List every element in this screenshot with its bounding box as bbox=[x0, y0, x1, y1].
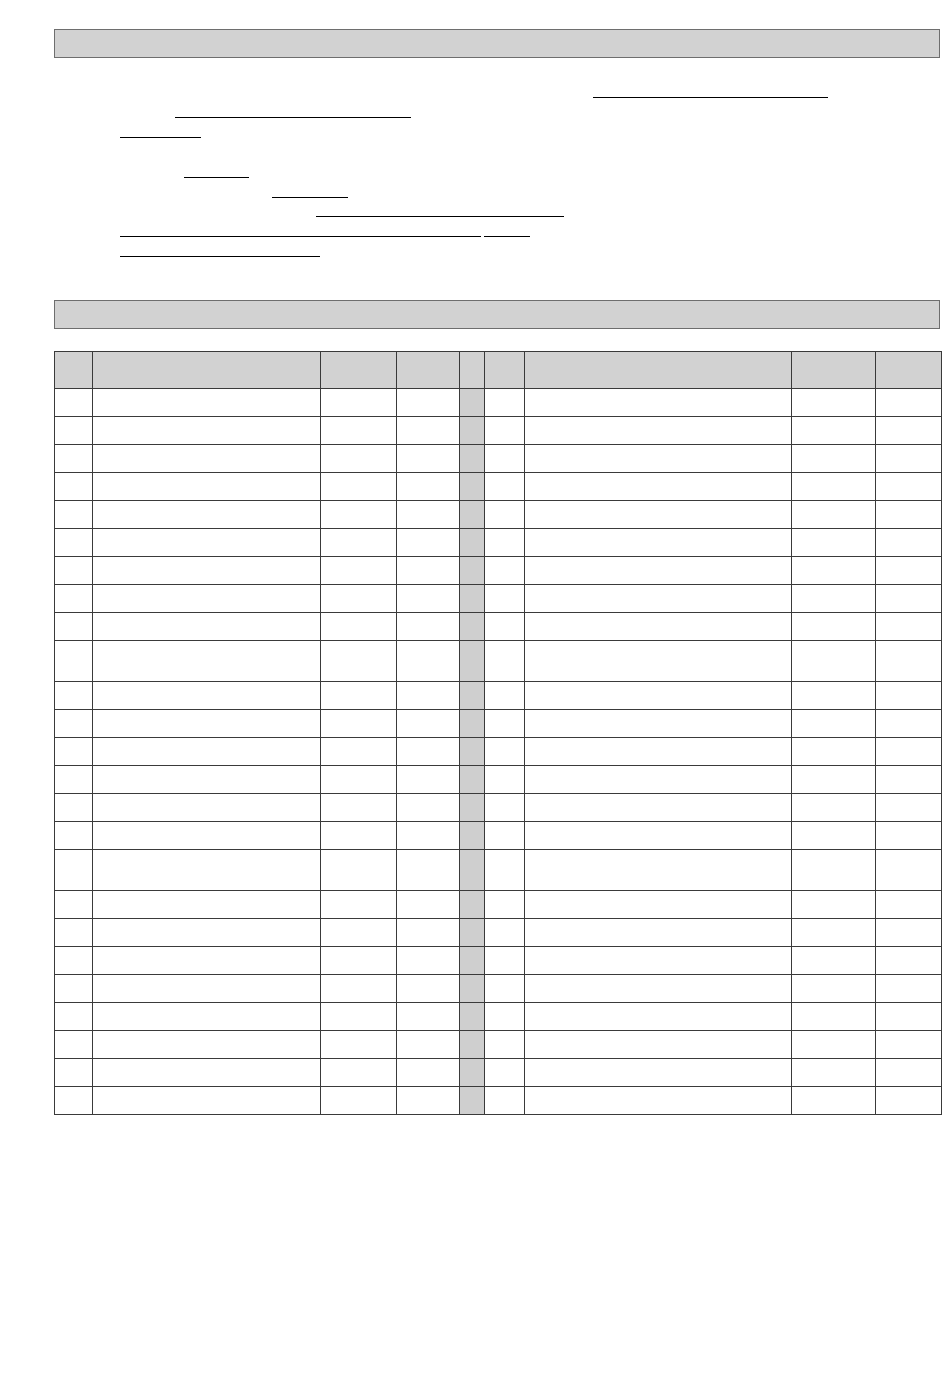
table-cell[interactable] bbox=[55, 1003, 93, 1031]
table-cell[interactable] bbox=[792, 738, 876, 766]
table-cell[interactable] bbox=[876, 417, 942, 445]
separator-cell bbox=[460, 1003, 485, 1031]
table-cell[interactable] bbox=[792, 947, 876, 975]
table-cell[interactable] bbox=[321, 919, 397, 947]
table-row bbox=[55, 919, 942, 947]
table-cell[interactable] bbox=[485, 501, 525, 529]
table-row bbox=[55, 501, 942, 529]
table-cell[interactable] bbox=[792, 1003, 876, 1031]
table-cell[interactable] bbox=[397, 501, 460, 529]
table-cell[interactable] bbox=[485, 794, 525, 822]
table-cell[interactable] bbox=[485, 417, 525, 445]
table-cell[interactable] bbox=[55, 766, 93, 794]
table-cell[interactable] bbox=[525, 613, 792, 641]
separator-cell bbox=[460, 682, 485, 710]
table-cell[interactable] bbox=[397, 794, 460, 822]
table-cell[interactable] bbox=[792, 1031, 876, 1059]
form-line[interactable] bbox=[184, 177, 249, 178]
table-cell[interactable] bbox=[397, 417, 460, 445]
form-line[interactable] bbox=[175, 117, 411, 118]
data-table bbox=[54, 351, 942, 1115]
table-cell[interactable] bbox=[93, 682, 321, 710]
table-cell[interactable] bbox=[93, 794, 321, 822]
separator-cell bbox=[460, 710, 485, 738]
table-row bbox=[55, 1003, 942, 1031]
table-row bbox=[55, 947, 942, 975]
table-cell[interactable] bbox=[55, 738, 93, 766]
table-cell[interactable] bbox=[792, 822, 876, 850]
table-cell[interactable] bbox=[93, 1087, 321, 1115]
table-cell[interactable] bbox=[93, 585, 321, 613]
header-cell bbox=[792, 352, 876, 389]
table-cell[interactable] bbox=[55, 1087, 93, 1115]
table-cell[interactable] bbox=[876, 1087, 942, 1115]
table-cell[interactable] bbox=[792, 794, 876, 822]
separator-cell bbox=[460, 389, 485, 417]
table-cell[interactable] bbox=[321, 389, 397, 417]
table-cell[interactable] bbox=[93, 738, 321, 766]
table-cell[interactable] bbox=[397, 766, 460, 794]
table-row bbox=[55, 1059, 942, 1087]
table-cell[interactable] bbox=[792, 417, 876, 445]
table-cell[interactable] bbox=[485, 682, 525, 710]
table-cell[interactable] bbox=[485, 557, 525, 585]
table-cell[interactable] bbox=[525, 919, 792, 947]
section-header-1 bbox=[54, 29, 940, 58]
table-cell[interactable] bbox=[321, 1059, 397, 1087]
table-cell[interactable] bbox=[485, 766, 525, 794]
separator-cell bbox=[460, 850, 485, 891]
table-cell[interactable] bbox=[792, 1059, 876, 1087]
table-cell[interactable] bbox=[485, 389, 525, 417]
table-cell[interactable] bbox=[55, 710, 93, 738]
table-cell[interactable] bbox=[792, 919, 876, 947]
table-cell[interactable] bbox=[93, 613, 321, 641]
table-cell[interactable] bbox=[93, 1031, 321, 1059]
table-cell[interactable] bbox=[525, 1059, 792, 1087]
table-cell[interactable] bbox=[55, 557, 93, 585]
header-cell bbox=[321, 352, 397, 389]
table-cell[interactable] bbox=[55, 473, 93, 501]
table-cell[interactable] bbox=[525, 557, 792, 585]
table-cell[interactable] bbox=[525, 389, 792, 417]
table-cell[interactable] bbox=[485, 585, 525, 613]
table-cell[interactable] bbox=[792, 473, 876, 501]
table-cell[interactable] bbox=[525, 1003, 792, 1031]
table-cell[interactable] bbox=[55, 682, 93, 710]
table-cell[interactable] bbox=[397, 613, 460, 641]
table-row bbox=[55, 682, 942, 710]
table-cell[interactable] bbox=[321, 417, 397, 445]
table-cell[interactable] bbox=[397, 641, 460, 682]
table-cell[interactable] bbox=[876, 891, 942, 919]
table-row bbox=[55, 1087, 942, 1115]
header-cell bbox=[525, 352, 792, 389]
table-row bbox=[55, 445, 942, 473]
table-cell[interactable] bbox=[321, 1031, 397, 1059]
table-cell[interactable] bbox=[321, 1003, 397, 1031]
table-cell[interactable] bbox=[485, 473, 525, 501]
table-cell[interactable] bbox=[93, 1059, 321, 1087]
table-row bbox=[55, 766, 942, 794]
table-cell[interactable] bbox=[93, 850, 321, 891]
header-cell bbox=[55, 352, 93, 389]
separator-cell bbox=[460, 501, 485, 529]
table-cell[interactable] bbox=[55, 975, 93, 1003]
table-cell[interactable] bbox=[321, 891, 397, 919]
table-cell[interactable] bbox=[485, 710, 525, 738]
header-cell bbox=[397, 352, 460, 389]
table-cell[interactable] bbox=[525, 738, 792, 766]
table-cell[interactable] bbox=[876, 766, 942, 794]
table-cell[interactable] bbox=[93, 822, 321, 850]
table-cell[interactable] bbox=[55, 417, 93, 445]
table-cell[interactable] bbox=[321, 585, 397, 613]
table-cell[interactable] bbox=[525, 473, 792, 501]
table-cell[interactable] bbox=[397, 1059, 460, 1087]
table-cell[interactable] bbox=[321, 710, 397, 738]
table-cell[interactable] bbox=[525, 501, 792, 529]
table-row bbox=[55, 738, 942, 766]
table-row bbox=[55, 389, 942, 417]
table-cell[interactable] bbox=[525, 445, 792, 473]
separator-cell bbox=[460, 1031, 485, 1059]
table-cell[interactable] bbox=[485, 1059, 525, 1087]
table-cell[interactable] bbox=[876, 641, 942, 682]
table-cell[interactable] bbox=[485, 891, 525, 919]
table-cell[interactable] bbox=[876, 1031, 942, 1059]
table-cell[interactable] bbox=[397, 947, 460, 975]
table-cell[interactable] bbox=[792, 557, 876, 585]
table-cell[interactable] bbox=[321, 473, 397, 501]
table-row bbox=[55, 473, 942, 501]
table-cell[interactable] bbox=[525, 975, 792, 1003]
table-cell[interactable] bbox=[792, 710, 876, 738]
table-cell[interactable] bbox=[93, 947, 321, 975]
table-cell[interactable] bbox=[55, 613, 93, 641]
table-cell[interactable] bbox=[525, 585, 792, 613]
separator-cell bbox=[460, 766, 485, 794]
section-header-2 bbox=[54, 300, 940, 329]
table-row bbox=[55, 417, 942, 445]
table-cell[interactable] bbox=[485, 613, 525, 641]
table-cell[interactable] bbox=[93, 445, 321, 473]
table-cell[interactable] bbox=[397, 473, 460, 501]
table-cell[interactable] bbox=[397, 822, 460, 850]
separator-cell bbox=[460, 1059, 485, 1087]
table-cell[interactable] bbox=[321, 738, 397, 766]
table-cell[interactable] bbox=[55, 445, 93, 473]
table-cell[interactable] bbox=[55, 641, 93, 682]
form-line[interactable] bbox=[316, 216, 564, 217]
table-cell[interactable] bbox=[485, 529, 525, 557]
table-cell[interactable] bbox=[792, 1087, 876, 1115]
table-row bbox=[55, 585, 942, 613]
table-cell[interactable] bbox=[321, 822, 397, 850]
form-line[interactable] bbox=[272, 197, 348, 198]
separator-cell bbox=[460, 585, 485, 613]
table-cell[interactable] bbox=[485, 641, 525, 682]
table-row bbox=[55, 794, 942, 822]
table-row bbox=[55, 613, 942, 641]
table-cell[interactable] bbox=[792, 529, 876, 557]
table-cell[interactable] bbox=[525, 822, 792, 850]
table-cell[interactable] bbox=[55, 891, 93, 919]
separator-cell bbox=[460, 975, 485, 1003]
table-cell[interactable] bbox=[792, 585, 876, 613]
header-cell bbox=[485, 352, 525, 389]
table-cell[interactable] bbox=[876, 919, 942, 947]
separator-cell bbox=[460, 947, 485, 975]
separator-cell bbox=[460, 529, 485, 557]
separator-cell bbox=[460, 919, 485, 947]
table-cell[interactable] bbox=[321, 766, 397, 794]
table-cell[interactable] bbox=[525, 417, 792, 445]
table-cell[interactable] bbox=[93, 766, 321, 794]
table-cell[interactable] bbox=[485, 445, 525, 473]
table-cell[interactable] bbox=[876, 501, 942, 529]
table-cell[interactable] bbox=[485, 947, 525, 975]
table-row bbox=[55, 975, 942, 1003]
table-cell[interactable] bbox=[876, 389, 942, 417]
table-cell[interactable] bbox=[397, 975, 460, 1003]
table-cell[interactable] bbox=[93, 641, 321, 682]
table-row bbox=[55, 822, 942, 850]
table-cell[interactable] bbox=[55, 1031, 93, 1059]
separator-cell bbox=[460, 822, 485, 850]
table-cell[interactable] bbox=[397, 585, 460, 613]
table-cell[interactable] bbox=[876, 975, 942, 1003]
table-cell[interactable] bbox=[792, 682, 876, 710]
table-cell[interactable] bbox=[792, 850, 876, 891]
table-cell[interactable] bbox=[397, 738, 460, 766]
table-cell[interactable] bbox=[321, 613, 397, 641]
table-cell[interactable] bbox=[876, 850, 942, 891]
separator-cell bbox=[460, 613, 485, 641]
table-cell[interactable] bbox=[93, 473, 321, 501]
form-line[interactable] bbox=[593, 97, 828, 98]
table-row bbox=[55, 1031, 942, 1059]
separator-cell bbox=[460, 794, 485, 822]
table-cell[interactable] bbox=[876, 473, 942, 501]
table-cell[interactable] bbox=[876, 585, 942, 613]
table-cell[interactable] bbox=[792, 613, 876, 641]
separator-column bbox=[460, 352, 485, 389]
table-cell[interactable] bbox=[525, 850, 792, 891]
table-cell[interactable] bbox=[485, 738, 525, 766]
table-cell[interactable] bbox=[93, 1003, 321, 1031]
table-cell[interactable] bbox=[397, 891, 460, 919]
table-cell[interactable] bbox=[876, 710, 942, 738]
table-cell[interactable] bbox=[55, 1059, 93, 1087]
table-cell[interactable] bbox=[876, 738, 942, 766]
table-cell[interactable] bbox=[525, 641, 792, 682]
table-cell[interactable] bbox=[397, 529, 460, 557]
table-cell[interactable] bbox=[93, 891, 321, 919]
table-cell[interactable] bbox=[397, 445, 460, 473]
table-cell[interactable] bbox=[792, 501, 876, 529]
table-cell[interactable] bbox=[525, 766, 792, 794]
table-cell[interactable] bbox=[876, 613, 942, 641]
table-cell[interactable] bbox=[55, 822, 93, 850]
table-cell[interactable] bbox=[792, 641, 876, 682]
table-cell[interactable] bbox=[876, 682, 942, 710]
table-header-row bbox=[55, 352, 942, 389]
table-cell[interactable] bbox=[93, 557, 321, 585]
table-cell[interactable] bbox=[876, 947, 942, 975]
table-cell[interactable] bbox=[792, 445, 876, 473]
table-cell[interactable] bbox=[792, 975, 876, 1003]
separator-cell bbox=[460, 445, 485, 473]
table-row bbox=[55, 850, 942, 891]
table-cell[interactable] bbox=[525, 682, 792, 710]
table-row bbox=[55, 710, 942, 738]
separator-cell bbox=[460, 891, 485, 919]
table-cell[interactable] bbox=[397, 1087, 460, 1115]
table-cell[interactable] bbox=[485, 850, 525, 891]
table-row bbox=[55, 891, 942, 919]
table-cell[interactable] bbox=[876, 529, 942, 557]
form-line[interactable] bbox=[484, 236, 530, 237]
header-cell bbox=[93, 352, 321, 389]
table-cell[interactable] bbox=[525, 1031, 792, 1059]
table-cell[interactable] bbox=[321, 445, 397, 473]
table-cell[interactable] bbox=[397, 389, 460, 417]
form-line[interactable] bbox=[120, 236, 481, 237]
table-cell[interactable] bbox=[397, 1003, 460, 1031]
table-cell[interactable] bbox=[321, 850, 397, 891]
table-cell[interactable] bbox=[55, 919, 93, 947]
table-cell[interactable] bbox=[55, 389, 93, 417]
table-cell[interactable] bbox=[397, 682, 460, 710]
table-cell[interactable] bbox=[525, 529, 792, 557]
separator-cell bbox=[460, 557, 485, 585]
table-cell[interactable] bbox=[876, 557, 942, 585]
table-cell[interactable] bbox=[55, 585, 93, 613]
table-cell[interactable] bbox=[525, 794, 792, 822]
table-row bbox=[55, 529, 942, 557]
table-row bbox=[55, 557, 942, 585]
form-line[interactable] bbox=[120, 137, 201, 138]
table-cell[interactable] bbox=[485, 1031, 525, 1059]
separator-cell bbox=[460, 1087, 485, 1115]
table-cell[interactable] bbox=[525, 891, 792, 919]
table-cell[interactable] bbox=[321, 1087, 397, 1115]
table-cell[interactable] bbox=[321, 975, 397, 1003]
table-cell[interactable] bbox=[397, 919, 460, 947]
separator-cell bbox=[460, 641, 485, 682]
table-cell[interactable] bbox=[93, 975, 321, 1003]
table-cell[interactable] bbox=[397, 710, 460, 738]
table-cell[interactable] bbox=[321, 557, 397, 585]
table-cell[interactable] bbox=[55, 529, 93, 557]
table-cell[interactable] bbox=[792, 766, 876, 794]
table-cell[interactable] bbox=[321, 529, 397, 557]
table-cell[interactable] bbox=[93, 389, 321, 417]
table-cell[interactable] bbox=[525, 947, 792, 975]
table-cell[interactable] bbox=[876, 445, 942, 473]
table-cell[interactable] bbox=[792, 389, 876, 417]
table-cell[interactable] bbox=[876, 794, 942, 822]
table-cell[interactable] bbox=[55, 850, 93, 891]
table-cell[interactable] bbox=[485, 919, 525, 947]
table-cell[interactable] bbox=[321, 501, 397, 529]
table-cell[interactable] bbox=[397, 850, 460, 891]
table-cell[interactable] bbox=[525, 710, 792, 738]
separator-cell bbox=[460, 417, 485, 445]
table-cell[interactable] bbox=[876, 822, 942, 850]
table-cell[interactable] bbox=[485, 1003, 525, 1031]
table-cell[interactable] bbox=[792, 891, 876, 919]
table-cell[interactable] bbox=[525, 1087, 792, 1115]
table-cell[interactable] bbox=[485, 975, 525, 1003]
table-cell[interactable] bbox=[93, 710, 321, 738]
table-cell[interactable] bbox=[397, 1031, 460, 1059]
table-cell[interactable] bbox=[321, 947, 397, 975]
table-cell[interactable] bbox=[485, 822, 525, 850]
table-cell[interactable] bbox=[876, 1059, 942, 1087]
table-cell[interactable] bbox=[55, 794, 93, 822]
table-cell[interactable] bbox=[55, 947, 93, 975]
table-cell[interactable] bbox=[321, 794, 397, 822]
table-cell[interactable] bbox=[93, 919, 321, 947]
table-cell[interactable] bbox=[397, 557, 460, 585]
table-cell[interactable] bbox=[485, 1087, 525, 1115]
table-cell[interactable] bbox=[93, 529, 321, 557]
separator-cell bbox=[460, 473, 485, 501]
separator-cell bbox=[460, 738, 485, 766]
table-cell[interactable] bbox=[321, 641, 397, 682]
header-cell bbox=[876, 352, 942, 389]
table-cell[interactable] bbox=[93, 417, 321, 445]
table-row bbox=[55, 641, 942, 682]
table-cell[interactable] bbox=[876, 1003, 942, 1031]
table-cell[interactable] bbox=[55, 501, 93, 529]
table-cell[interactable] bbox=[321, 682, 397, 710]
table-cell[interactable] bbox=[93, 501, 321, 529]
form-line[interactable] bbox=[120, 256, 320, 257]
